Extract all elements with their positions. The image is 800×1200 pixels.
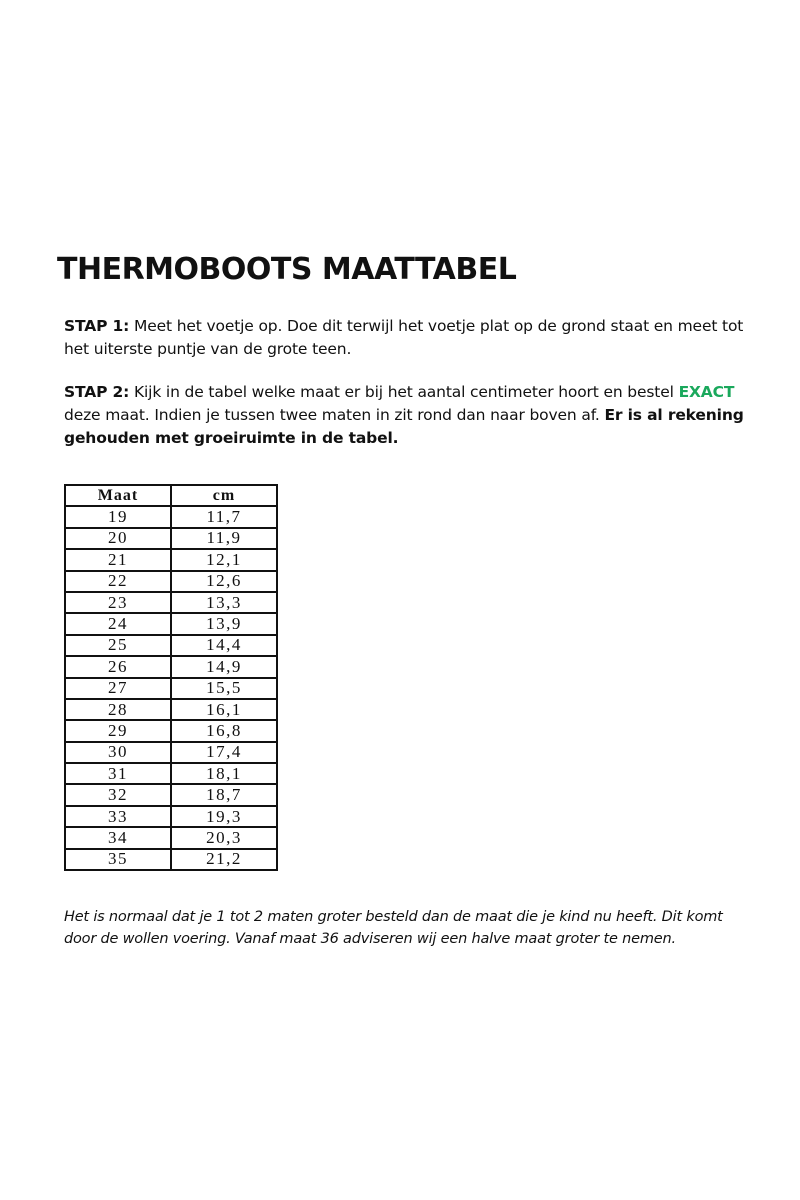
size-cell: 20 <box>65 528 171 549</box>
cm-cell: 18,7 <box>171 784 277 805</box>
table-row <box>65 549 277 570</box>
table-row <box>65 592 277 613</box>
size-cell: 35 <box>65 849 171 870</box>
size-cell: 21 <box>65 549 171 570</box>
size-cell: 25 <box>65 635 171 656</box>
cm-cell: 18,1 <box>171 763 277 784</box>
step-2-instruction <box>64 381 754 450</box>
table-row <box>65 849 277 870</box>
cm-cell: 16,1 <box>171 699 277 720</box>
page-title: THERMOBOOTS MAATTABEL <box>57 252 517 287</box>
size-cell: 26 <box>65 656 171 677</box>
table-row <box>65 806 277 827</box>
table-row <box>65 699 277 720</box>
table-row <box>65 827 277 848</box>
size-cell: 23 <box>65 592 171 613</box>
step-2-text: Kijk in de tabel welke maat er bij het aantal centimeter hoort en bestel <box>134 383 674 401</box>
cm-cell: 21,2 <box>171 849 277 870</box>
cm-cell: 16,8 <box>171 720 277 741</box>
table-row <box>65 613 277 634</box>
step-2-label: STAP 2: <box>64 383 130 401</box>
sizing-advice-note: Het is normaal dat je 1 tot 2 maten groter besteld dan de maat die je kind nu heeft. Dit komt door de wollen voering. Vanaf maat 36 adviseren wij een halve maat groter te nemen. <box>64 909 723 947</box>
size-cell: 33 <box>65 806 171 827</box>
size-cell: 32 <box>65 784 171 805</box>
cm-cell: 11,9 <box>171 528 277 549</box>
cm-cell: 12,1 <box>171 549 277 570</box>
table-row <box>65 528 277 549</box>
size-cell: 27 <box>65 678 171 699</box>
table-row <box>65 763 277 784</box>
table-row <box>65 656 277 677</box>
cm-cell: 14,9 <box>171 656 277 677</box>
cm-cell: 11,7 <box>171 506 277 527</box>
table-row <box>65 571 277 592</box>
table-row <box>65 506 277 527</box>
size-cell: 31 <box>65 763 171 784</box>
table-row <box>65 720 277 741</box>
step-1-label: STAP 1: <box>64 317 130 335</box>
cm-cell: 13,9 <box>171 613 277 634</box>
step-1-text: Meet het voetje op. Doe dit terwijl het voetje plat op de grond staat en meet tot het uiterste puntje van de grote teen. <box>64 317 744 358</box>
size-cell: 30 <box>65 742 171 763</box>
size-cell: 19 <box>65 506 171 527</box>
header-maat: Maat <box>65 485 171 506</box>
header-cm: cm <box>171 485 277 506</box>
cm-cell: 17,4 <box>171 742 277 763</box>
step-2-text-continued: deze maat. Indien je tussen twee maten in zit rond dan naar boven af. <box>64 406 600 424</box>
cm-cell: 14,4 <box>171 635 277 656</box>
cm-cell: 12,6 <box>171 571 277 592</box>
size-cell: 29 <box>65 720 171 741</box>
size-cell: 22 <box>65 571 171 592</box>
table-row <box>65 635 277 656</box>
growth-room-note: Er is al rekening gehouden met groeiruimte in de tabel. <box>64 406 744 447</box>
cm-cell: 20,3 <box>171 827 277 848</box>
size-cell: 28 <box>65 699 171 720</box>
table-row <box>65 784 277 805</box>
size-table <box>64 484 278 871</box>
cm-cell: 13,3 <box>171 592 277 613</box>
cm-cell: 15,5 <box>171 678 277 699</box>
cm-cell: 19,3 <box>171 806 277 827</box>
size-cell: 24 <box>65 613 171 634</box>
table-row <box>65 742 277 763</box>
size-table-header-row <box>65 485 277 506</box>
step-1-instruction <box>64 315 754 361</box>
table-row <box>65 678 277 699</box>
exact-highlight: EXACT <box>678 383 735 401</box>
size-cell: 34 <box>65 827 171 848</box>
